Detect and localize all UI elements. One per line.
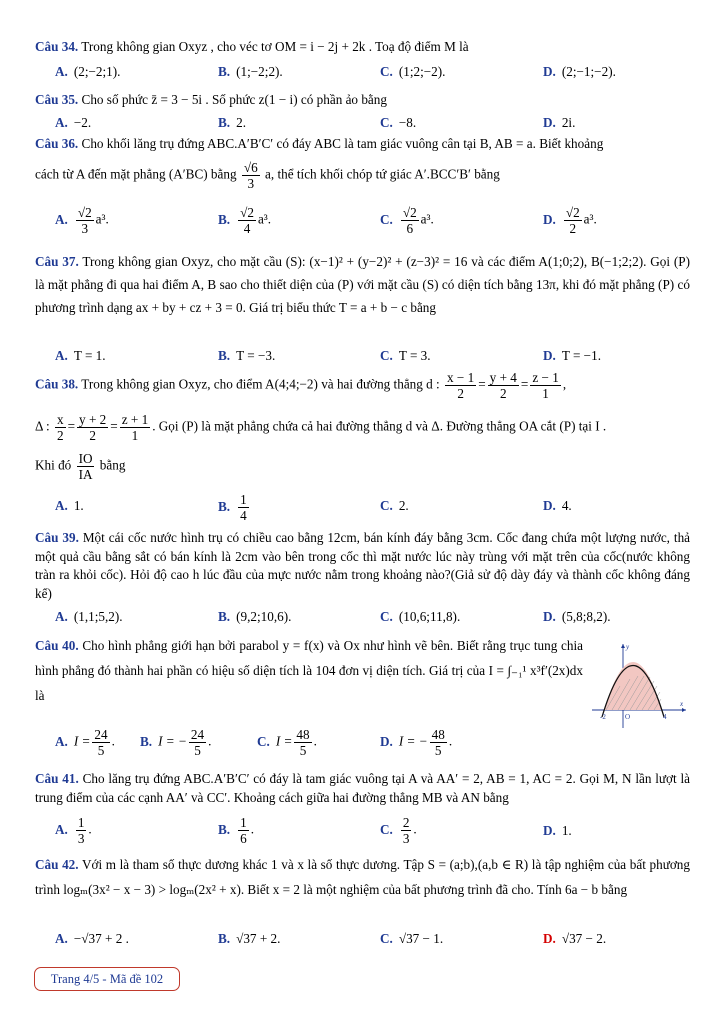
- question-text: Với m là tham số thực dương khác 1 và x là số thực dương. Tập S = (a;b),(a,b ∈ R) là tập nghiệm của bất phương trình logₘ(3x² − x − 3) > logₘ(2x² + x). Biết x = 2 là một nghiệm của bất phương trình đã cho. Tính 6a − b bằng: [35, 857, 690, 898]
- option-a[interactable]: [55, 348, 106, 364]
- option-value: √37 − 1.: [398, 931, 444, 946]
- option-b[interactable]: B. I = − $\frac{24}{5}$ .: [140, 727, 212, 759]
- denominator: IA: [78, 467, 93, 483]
- option-label: D.: [543, 348, 556, 363]
- denominator: 2: [89, 428, 96, 444]
- numerator: √2: [240, 205, 254, 220]
- parabola-graph: [590, 640, 690, 730]
- denominator: 5: [434, 743, 442, 759]
- question-39: [35, 529, 690, 604]
- question-36-line-2: [35, 160, 690, 191]
- option-value: √37 + 2.: [236, 931, 281, 946]
- option-value: 1.: [561, 823, 572, 838]
- fraction: [430, 727, 447, 758]
- question-text: bằng: [99, 457, 126, 473]
- option-a[interactable]: [55, 115, 91, 131]
- option-d[interactable]: D. I = − $\frac{48}{5}$ .: [380, 727, 453, 759]
- option-b[interactable]: [218, 609, 291, 625]
- x-tick-right: 4: [663, 713, 667, 721]
- option-a[interactable]: [55, 931, 129, 947]
- option-value: a³.: [583, 211, 597, 227]
- question-40: [35, 633, 583, 708]
- options-41: [35, 815, 695, 851]
- option-value: (5,8;8,2).: [561, 609, 611, 624]
- y-axis-label: y: [626, 643, 630, 651]
- option-label: D.: [543, 115, 556, 130]
- origin-label: O: [625, 713, 631, 721]
- option-label: C.: [380, 348, 393, 363]
- numerator: 48: [296, 727, 310, 742]
- question-text: Một cái cốc nước hình trụ có chiều cao bằng 12cm, bán kính đáy bằng 3cm. Cốc đang chứa một lượng nước, thả một quả cầu bằng sắt có bán kính là 2cm vào bên trong cốc thì mặt nước lúc này trùng với mặt trên của cốc(nước không tràn ra khỏi cốc). Hỏi độ cao h lúc đầu của mực nước nằm trong khoảng nào?(Giả sử độ dày đáy và thành cốc không đáng kể): [35, 530, 691, 602]
- question-number: Câu 42.: [35, 857, 79, 872]
- numerator: √6: [243, 160, 258, 175]
- option-a[interactable]: [55, 498, 84, 514]
- option-label: C.: [257, 733, 270, 749]
- fraction: [92, 727, 109, 758]
- option-prefix: I = −: [158, 733, 187, 749]
- option-label: D.: [543, 609, 556, 624]
- option-c[interactable]: [380, 498, 409, 514]
- numerator: 2: [402, 815, 410, 830]
- option-value: T = −1.: [561, 348, 602, 363]
- option-c[interactable]: [380, 115, 416, 131]
- option-value: T = −3.: [236, 348, 276, 363]
- question-number: Câu 36.: [35, 136, 79, 151]
- option-d[interactable]: [543, 498, 572, 514]
- denominator: 1: [131, 428, 139, 444]
- fraction: [401, 815, 412, 846]
- option-b[interactable]: [218, 205, 271, 236]
- fraction: [76, 205, 94, 236]
- option-value: a³.: [420, 211, 434, 227]
- option-b[interactable]: [218, 931, 280, 947]
- option-value: (1,1;5,2).: [73, 609, 123, 624]
- fraction: [189, 727, 206, 758]
- option-label: B.: [218, 115, 231, 130]
- numerator: x: [57, 412, 64, 427]
- option-b[interactable]: [218, 348, 275, 364]
- question-number: Câu 40.: [35, 638, 79, 653]
- question-38-line-2: Δ : $\frac{x}{2}$ = $\frac{y + 2}{2}$ = $\frac{z + 1}{1}$ . Gọi (P) là mặt phẳng chứa cả hai đường thẳng d và Δ. Đường thẳng OA cắt (P) tại I .: [35, 412, 607, 444]
- option-value: 2i.: [561, 115, 576, 130]
- denominator: 4: [243, 221, 251, 237]
- option-label: B.: [218, 931, 231, 946]
- option-label: B.: [218, 609, 231, 624]
- y-axis-arrow: [621, 644, 625, 648]
- option-d[interactable]: [543, 931, 606, 947]
- option-value: (1;2;−2).: [398, 64, 446, 79]
- options-35: [35, 115, 695, 135]
- question-34: [35, 38, 690, 57]
- numerator: z − 1: [532, 370, 559, 385]
- option-label: C.: [380, 498, 393, 513]
- option-value: T = 3.: [398, 348, 431, 363]
- denominator: 4: [240, 508, 247, 524]
- x-axis-label: x: [680, 700, 684, 708]
- question-text: Δ :: [35, 418, 50, 434]
- question-text: Trong không gian Oxyz , cho véc tơ OM = i − 2j + 2k . Toạ độ điểm M là: [81, 39, 469, 54]
- option-label: B.: [218, 348, 231, 363]
- fraction: [488, 370, 519, 401]
- option-label: B.: [218, 821, 231, 837]
- question-number: Câu 38.: [35, 376, 79, 392]
- question-37: [35, 250, 690, 319]
- option-value: √37 − 2.: [561, 931, 607, 946]
- denominator: 5: [97, 743, 105, 759]
- denominator: 3: [402, 831, 410, 847]
- option-label: A.: [55, 64, 68, 79]
- question-number: Câu 34.: [35, 39, 79, 54]
- question-38: Câu 38. Trong không gian Oxyz, cho điểm A(4;4;−2) và hai đường thẳng d : $\frac{x - 1}{2}$ = $\frac{y + 4}{2}$ = $\frac{z - 1}{1}$ ,: [35, 370, 567, 402]
- option-value: 2.: [398, 498, 409, 513]
- option-b[interactable]: [218, 115, 246, 131]
- option-value: −2.: [73, 115, 92, 130]
- option-c[interactable]: [380, 205, 434, 236]
- numerator: y + 4: [489, 370, 517, 385]
- option-label: D.: [543, 931, 556, 946]
- numerator: √2: [402, 205, 417, 220]
- option-label: A.: [55, 733, 68, 749]
- option-d[interactable]: [543, 823, 572, 839]
- options-36: [35, 205, 695, 245]
- denominator: 3: [77, 831, 85, 847]
- shaded-region: [604, 662, 662, 710]
- option-label: A.: [55, 609, 68, 624]
- page-footer-badge: Trang 4/5 - Mã đề 102: [34, 967, 180, 991]
- option-label: D.: [543, 498, 556, 513]
- option-value: (10,6;11,8).: [398, 609, 461, 624]
- option-value: (1;−2;2).: [236, 64, 283, 79]
- denominator: 2: [57, 428, 64, 444]
- numerator: 48: [431, 727, 445, 742]
- option-prefix: I = −: [398, 733, 428, 749]
- option-label: D.: [543, 211, 556, 227]
- option-c[interactable]: [380, 931, 443, 947]
- fraction: [120, 412, 150, 443]
- option-value: a³.: [95, 211, 109, 227]
- question-text: Cho hình phẳng giới hạn bởi parabol y = f(x) và Ox như hình vẽ bên. Biết rằng trục tung chia hình phẳng đó thành hai phần có hiệu số diện tích là 104 đơn vị diện tích. Giá trị của I = ∫₋₁¹ x³f′(2x)dx là: [35, 638, 583, 704]
- option-a[interactable]: A. $\frac{1}{3}$ .: [55, 815, 92, 847]
- fraction: [77, 412, 108, 443]
- option-a[interactable]: [55, 205, 109, 236]
- options-42: [35, 931, 695, 951]
- question-number: Câu 37.: [35, 254, 79, 269]
- question-text: a, thể tích khối chóp tứ giác A′.BCC′B′ bằng: [265, 166, 500, 182]
- question-number: Câu 35.: [35, 92, 79, 107]
- fraction: [564, 205, 582, 236]
- fraction: [238, 492, 249, 523]
- question-38-line-3: [35, 451, 690, 482]
- option-label: D.: [380, 733, 393, 749]
- option-b[interactable]: B. $\frac{1}{6}$ .: [218, 815, 254, 847]
- numerator: √2: [77, 205, 92, 220]
- options-39: [35, 609, 695, 629]
- option-value: (2;−2;1).: [73, 64, 121, 79]
- fraction: [294, 727, 311, 758]
- denominator: 2: [569, 221, 577, 237]
- denominator: 6: [240, 831, 247, 847]
- denominator: 5: [194, 743, 201, 759]
- question-text: . Gọi (P) là mặt phẳng chứa cả hai đường thẳng d và Δ. Đường thẳng OA cắt (P) tại I .: [152, 418, 607, 434]
- option-label: A.: [55, 931, 68, 946]
- option-label: C.: [380, 821, 393, 837]
- options-34: [35, 64, 695, 84]
- option-label: B.: [140, 733, 153, 749]
- option-d[interactable]: [543, 348, 601, 364]
- option-d[interactable]: [543, 115, 575, 131]
- option-label: A.: [55, 211, 68, 227]
- option-label: A.: [55, 821, 68, 837]
- fraction: [445, 370, 476, 401]
- denominator: 2: [457, 386, 464, 402]
- numerator: 1: [240, 492, 247, 507]
- option-value: −√37 + 2 .: [73, 931, 129, 946]
- option-b[interactable]: [218, 492, 251, 523]
- numerator: 1: [240, 815, 247, 830]
- question-36: [35, 135, 690, 154]
- option-c[interactable]: C. $\frac{2}{3}$ .: [380, 815, 417, 847]
- option-value: a³.: [257, 211, 272, 227]
- option-d[interactable]: [543, 205, 597, 236]
- fraction: [238, 815, 249, 846]
- option-a[interactable]: A. I = $\frac{24}{5}$ .: [55, 727, 115, 759]
- option-label: B.: [218, 211, 231, 227]
- question-text: cách từ A đến mặt phẳng (A′BC) bằng: [35, 166, 237, 182]
- x-tick-left: -2: [600, 713, 606, 721]
- option-label: C.: [380, 115, 393, 130]
- question-text: Khi đó: [35, 457, 72, 473]
- numerator: x − 1: [447, 370, 475, 385]
- options-37: [35, 348, 695, 368]
- option-value: 1.: [73, 498, 84, 513]
- fraction: [530, 370, 560, 401]
- x-axis-arrow: [682, 708, 686, 712]
- option-label: B.: [218, 498, 231, 514]
- option-d[interactable]: [543, 64, 616, 80]
- fraction: [77, 451, 95, 482]
- numerator: IO: [78, 451, 93, 466]
- numerator: z + 1: [121, 412, 149, 427]
- option-d[interactable]: [543, 609, 611, 625]
- fraction: [55, 412, 66, 443]
- option-c[interactable]: C. I = $\frac{48}{5}$ .: [257, 727, 317, 759]
- question-number: Câu 39.: [35, 530, 79, 545]
- denominator: 6: [406, 221, 414, 237]
- option-label: A.: [55, 348, 68, 363]
- denominator: 3: [81, 221, 89, 237]
- option-a[interactable]: [55, 64, 120, 80]
- question-35: [35, 91, 690, 110]
- denominator: 5: [299, 743, 307, 759]
- option-c[interactable]: [380, 348, 431, 364]
- option-label: C.: [380, 609, 393, 624]
- option-label: C.: [380, 931, 393, 946]
- question-text: Cho lăng trụ đứng ABC.A′B′C′ có đáy là tam giác vuông tại A và AA′ = 2, AB = 1, AC = 2. Gọi M, N lần lượt là trung điểm của các cạnh AA′ và CC′. Khoảng cách giữa hai đường thẳng MB và AN bằng: [35, 771, 691, 805]
- question-text: Trong không gian Oxyz, cho mặt cầu (S): (x−1)² + (y−2)² + (z−3)² = 16 và các điểm A(1;0;2), B(−1;2;2). Gọi (P) là mặt phẳng đi qua hai điểm A, B sao cho thiết diện của (P) với mặt cầu (S) có diện tích bằng 13π, khi đó mặt phẳng (P) có phương trình dạng ax + by + cz + 3 = 0. Giá trị biểu thức T = a + b − c bằng: [35, 254, 691, 316]
- question-text: Cho số phức z̄ = 3 − 5i . Số phức z(1 − i) có phần ảo bằng: [81, 92, 387, 107]
- question-42: [35, 852, 690, 902]
- option-value: T = 1.: [73, 348, 106, 363]
- option-label: D.: [543, 64, 556, 79]
- option-label: A.: [55, 498, 68, 513]
- option-value: 4.: [561, 498, 572, 513]
- question-text: Cho khối lăng trụ đứng ABC.A′B′C′ có đáy ABC là tam giác vuông cân tại B, AB = a. Biết khoảng: [81, 136, 604, 151]
- fraction: [76, 815, 87, 846]
- option-c[interactable]: [380, 609, 460, 625]
- option-value: (2;−1;−2).: [561, 64, 616, 79]
- denominator: 2: [499, 386, 507, 402]
- question-41: [35, 770, 690, 807]
- option-a[interactable]: [55, 609, 123, 625]
- question-number: Câu 41.: [35, 771, 79, 786]
- question-text: Trong không gian Oxyz, cho điểm A(4;4;−2) và hai đường thẳng d :: [81, 376, 440, 392]
- option-label: B.: [218, 64, 231, 79]
- option-b[interactable]: [218, 64, 283, 80]
- option-prefix: I =: [73, 733, 91, 749]
- option-label: A.: [55, 115, 68, 130]
- numerator: √2: [565, 205, 580, 220]
- denominator: 1: [542, 386, 549, 402]
- fraction: [401, 205, 419, 236]
- numerator: 24: [94, 727, 108, 742]
- numerator: 1: [77, 815, 85, 830]
- numerator: 24: [190, 727, 205, 742]
- option-prefix: I =: [275, 733, 293, 749]
- option-label: C.: [380, 211, 393, 227]
- fraction: [242, 160, 260, 191]
- options-40: [35, 727, 695, 767]
- option-value: (9,2;10,6).: [236, 609, 292, 624]
- option-label: C.: [380, 64, 393, 79]
- option-c[interactable]: [380, 64, 445, 80]
- options-38: [35, 492, 695, 526]
- option-label: D.: [543, 823, 556, 838]
- denominator: 3: [247, 176, 255, 192]
- numerator: y + 2: [79, 412, 107, 427]
- option-value: −8.: [398, 115, 417, 130]
- fraction: [238, 205, 256, 236]
- option-value: 2.: [236, 115, 246, 130]
